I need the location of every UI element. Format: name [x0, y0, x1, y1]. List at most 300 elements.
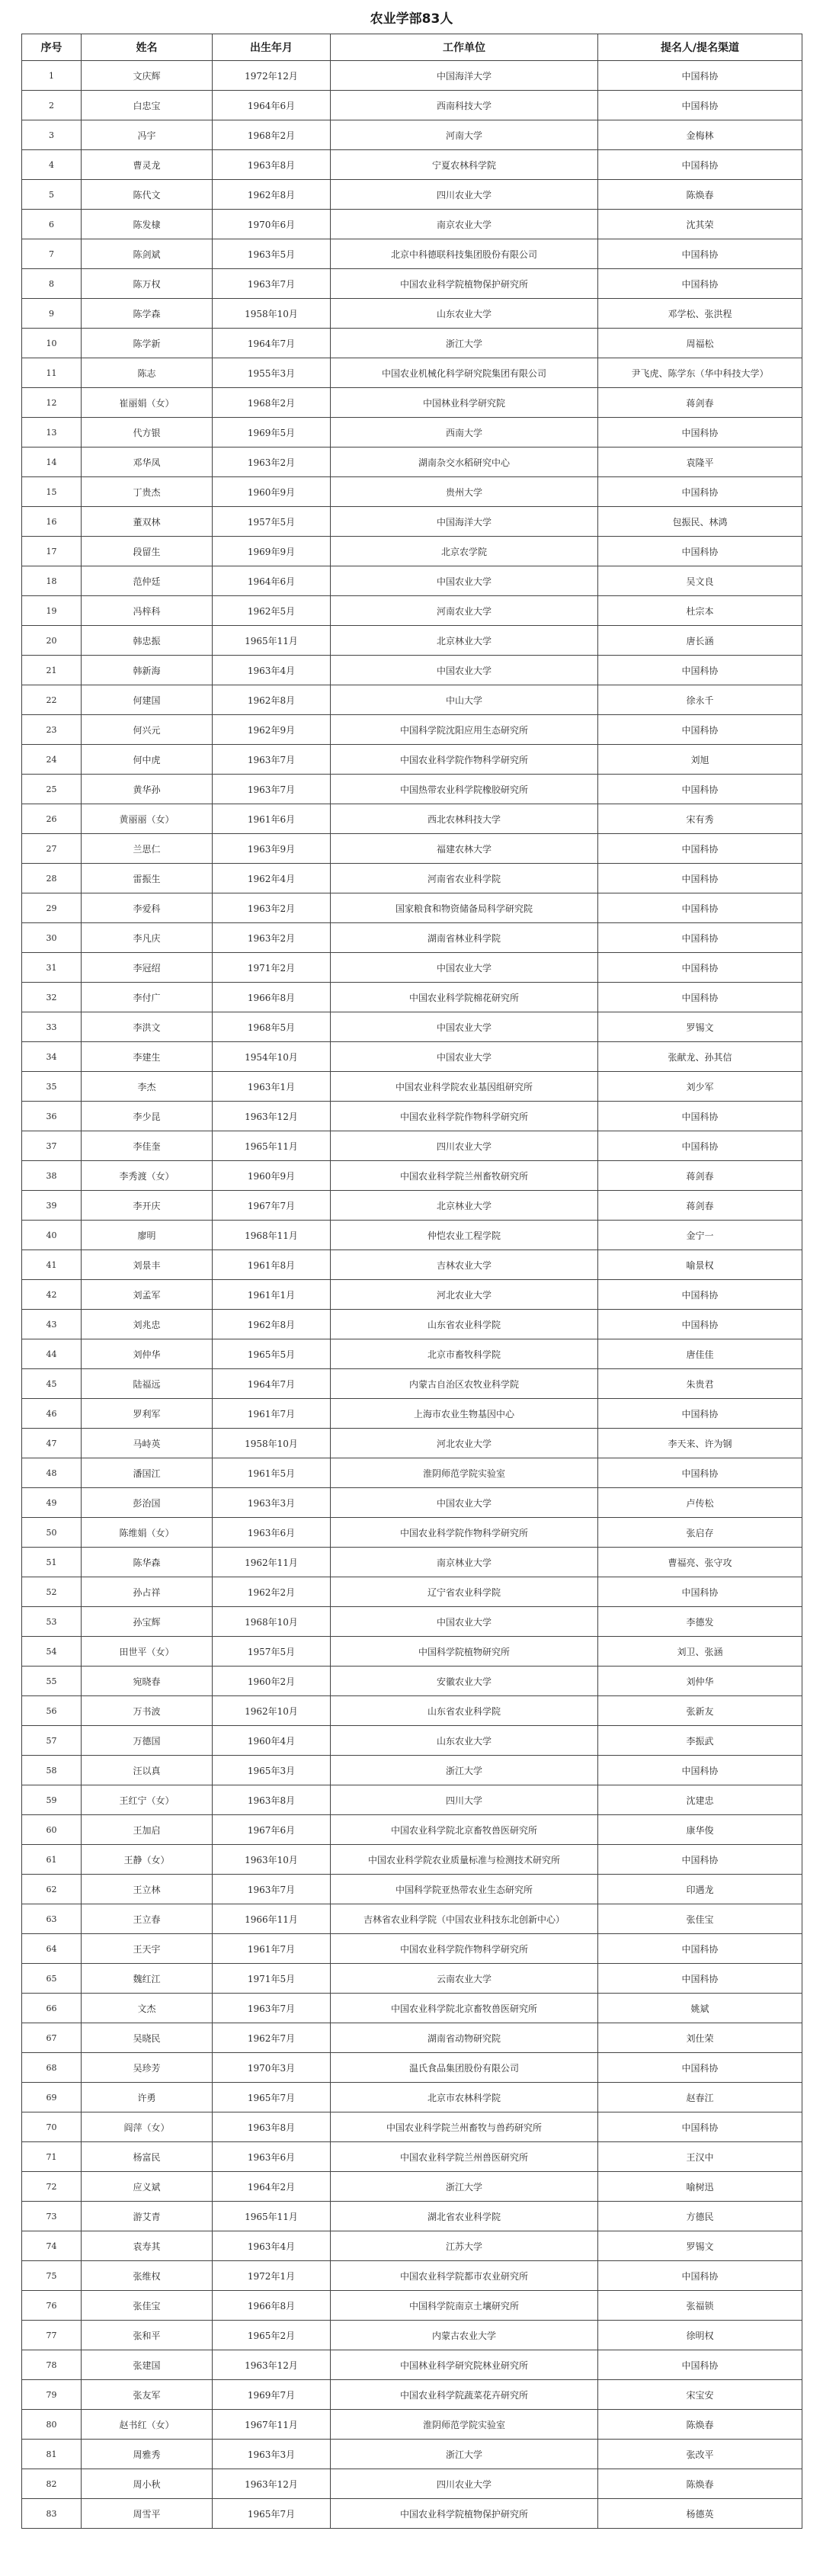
cell-name: 文杰	[82, 1994, 213, 2023]
cell-seq: 17	[22, 537, 82, 566]
cell-birth: 1967年6月	[213, 1815, 331, 1845]
table-row	[22, 1904, 802, 1934]
cell-nominator: 中国科协	[598, 2261, 802, 2291]
cell-seq: 40	[22, 1221, 82, 1250]
table-row	[22, 239, 802, 269]
cell-nominator: 吴文良	[598, 566, 802, 596]
cell-seq: 75	[22, 2261, 82, 2291]
cell-workplace: 北京林业大学	[331, 626, 598, 656]
table-row	[22, 1607, 802, 1637]
cell-seq: 48	[22, 1458, 82, 1488]
cell-nominator: 中国科协	[598, 1577, 802, 1607]
table-row	[22, 1964, 802, 1994]
table-row	[22, 596, 802, 626]
cell-seq: 47	[22, 1429, 82, 1458]
cell-birth: 1963年8月	[213, 1785, 331, 1815]
cell-seq: 2	[22, 91, 82, 120]
cell-seq: 62	[22, 1875, 82, 1904]
table-row	[22, 566, 802, 596]
cell-name: 刘孟军	[82, 1280, 213, 1310]
cell-nominator: 康华俊	[598, 1815, 802, 1845]
cell-seq: 50	[22, 1518, 82, 1548]
cell-nominator: 唐长涵	[598, 626, 802, 656]
cell-workplace: 北京市农林科学院	[331, 2083, 598, 2112]
cell-birth: 1962年2月	[213, 1577, 331, 1607]
cell-name: 王加启	[82, 1815, 213, 1845]
cell-birth: 1967年7月	[213, 1191, 331, 1221]
cell-nominator: 包振民、林鸿	[598, 507, 802, 537]
cell-nominator: 中国科协	[598, 1458, 802, 1488]
cell-seq: 1	[22, 61, 82, 91]
cell-name: 陆福远	[82, 1369, 213, 1399]
cell-nominator: 陈焕春	[598, 180, 802, 210]
cell-workplace: 福建农林大学	[331, 834, 598, 864]
cell-nominator: 中国科协	[598, 1131, 802, 1161]
cell-nominator: 沈其荣	[598, 210, 802, 239]
cell-seq: 77	[22, 2321, 82, 2350]
cell-workplace: 河北农业大学	[331, 1280, 598, 1310]
cell-name: 马峙英	[82, 1429, 213, 1458]
cell-birth: 1963年7月	[213, 1994, 331, 2023]
cell-nominator: 袁隆平	[598, 448, 802, 477]
cell-seq: 46	[22, 1399, 82, 1429]
cell-birth: 1961年1月	[213, 1280, 331, 1310]
table-row	[22, 775, 802, 804]
cell-nominator: 姚斌	[598, 1994, 802, 2023]
cell-name: 张和平	[82, 2321, 213, 2350]
cell-seq: 30	[22, 923, 82, 953]
cell-nominator: 刘仲华	[598, 1667, 802, 1696]
cell-seq: 42	[22, 1280, 82, 1310]
cell-name: 刘兆忠	[82, 1310, 213, 1339]
cell-workplace: 中山大学	[331, 685, 598, 715]
cell-workplace: 中国农业大学	[331, 1607, 598, 1637]
cell-birth: 1962年11月	[213, 1548, 331, 1577]
cell-name: 周雅秀	[82, 2440, 213, 2469]
cell-nominator: 中国科协	[598, 91, 802, 120]
cell-birth: 1963年3月	[213, 1488, 331, 1518]
cell-workplace: 中国科学院亚热带农业生态研究所	[331, 1875, 598, 1904]
cell-nominator: 中国科协	[598, 834, 802, 864]
cell-seq: 53	[22, 1607, 82, 1637]
cell-seq: 41	[22, 1250, 82, 1280]
cell-nominator: 中国科协	[598, 864, 802, 893]
cell-workplace: 浙江大学	[331, 1756, 598, 1785]
cell-birth: 1962年9月	[213, 715, 331, 745]
table-row	[22, 1696, 802, 1726]
cell-workplace: 中国农业大学	[331, 1488, 598, 1518]
cell-workplace: 中国农业科学院兰州兽医研究所	[331, 2142, 598, 2172]
cell-birth: 1968年2月	[213, 120, 331, 150]
cell-nominator: 宋有秀	[598, 804, 802, 834]
cell-seq: 60	[22, 1815, 82, 1845]
cell-workplace: 云南农业大学	[331, 1964, 598, 1994]
cell-seq: 74	[22, 2231, 82, 2261]
cell-birth: 1964年7月	[213, 329, 331, 358]
cell-birth: 1960年9月	[213, 477, 331, 507]
cell-birth: 1972年12月	[213, 61, 331, 91]
cell-workplace: 中国农业科学院农业基因组研究所	[331, 1072, 598, 1102]
cell-name: 刘景丰	[82, 1250, 213, 1280]
cell-name: 刘仲华	[82, 1339, 213, 1369]
cell-nominator: 中国科协	[598, 923, 802, 953]
table-row	[22, 1012, 802, 1042]
cell-nominator: 赵春江	[598, 2083, 802, 2112]
cell-birth: 1963年9月	[213, 834, 331, 864]
cell-seq: 28	[22, 864, 82, 893]
cell-name: 李冠绍	[82, 953, 213, 983]
cell-seq: 58	[22, 1756, 82, 1785]
cell-name: 何中虎	[82, 745, 213, 775]
table-row	[22, 2053, 802, 2083]
cell-seq: 4	[22, 150, 82, 180]
cell-name: 王红宁（女）	[82, 1785, 213, 1815]
table-row	[22, 1310, 802, 1339]
cell-nominator: 张福锁	[598, 2291, 802, 2321]
cell-seq: 36	[22, 1102, 82, 1131]
cell-name: 陈学森	[82, 299, 213, 329]
table-row	[22, 537, 802, 566]
cell-nominator: 邓学松、张洪程	[598, 299, 802, 329]
cell-workplace: 河南大学	[331, 120, 598, 150]
cell-workplace: 中国农业科学院北京畜牧兽医研究所	[331, 1815, 598, 1845]
table-row	[22, 299, 802, 329]
cell-workplace: 中国科学院南京土壤研究所	[331, 2291, 598, 2321]
cell-name: 李建生	[82, 1042, 213, 1072]
table-row	[22, 1726, 802, 1756]
cell-name: 魏红江	[82, 1964, 213, 1994]
cell-name: 陈万权	[82, 269, 213, 299]
cell-workplace: 中国农业科学院棉花研究所	[331, 983, 598, 1012]
cell-name: 黄丽丽（女）	[82, 804, 213, 834]
table-row	[22, 358, 802, 388]
cell-name: 李凡庆	[82, 923, 213, 953]
cell-seq: 56	[22, 1696, 82, 1726]
cell-workplace: 中国林业科学研究院林业研究所	[331, 2350, 598, 2380]
cell-birth: 1965年7月	[213, 2083, 331, 2112]
cell-name: 李洪文	[82, 1012, 213, 1042]
table-row	[22, 448, 802, 477]
cell-seq: 64	[22, 1934, 82, 1964]
cell-name: 韩忠振	[82, 626, 213, 656]
cell-nominator: 印遇龙	[598, 1875, 802, 1904]
cell-seq: 72	[22, 2172, 82, 2202]
cell-birth: 1961年7月	[213, 1399, 331, 1429]
cell-birth: 1963年2月	[213, 893, 331, 923]
cell-seq: 61	[22, 1845, 82, 1875]
table-row	[22, 329, 802, 358]
cell-birth: 1962年8月	[213, 1310, 331, 1339]
cell-workplace: 河南省农业科学院	[331, 864, 598, 893]
cell-birth: 1962年7月	[213, 2023, 331, 2053]
table-row	[22, 1934, 802, 1964]
cell-nominator: 中国科协	[598, 893, 802, 923]
cell-birth: 1958年10月	[213, 299, 331, 329]
table-row	[22, 834, 802, 864]
cell-name: 董双林	[82, 507, 213, 537]
cell-name: 宛晓春	[82, 1667, 213, 1696]
cell-seq: 81	[22, 2440, 82, 2469]
cell-seq: 68	[22, 2053, 82, 2083]
table-row	[22, 269, 802, 299]
cell-workplace: 中国农业科学院作物科学研究所	[331, 1518, 598, 1548]
cell-nominator: 徐永千	[598, 685, 802, 715]
cell-workplace: 湖南杂交水稻研究中心	[331, 448, 598, 477]
cell-birth: 1964年6月	[213, 566, 331, 596]
cell-nominator: 卢传松	[598, 1488, 802, 1518]
table-row	[22, 1191, 802, 1221]
cell-seq: 71	[22, 2142, 82, 2172]
cell-seq: 54	[22, 1637, 82, 1667]
cell-name: 何兴元	[82, 715, 213, 745]
cell-nominator: 王汉中	[598, 2142, 802, 2172]
cell-name: 李秀渡（女）	[82, 1161, 213, 1191]
cell-workplace: 中国林业科学研究院	[331, 388, 598, 418]
cell-nominator: 曹福亮、张守攻	[598, 1548, 802, 1577]
cell-birth: 1969年9月	[213, 537, 331, 566]
table-row	[22, 1369, 802, 1399]
cell-seq: 59	[22, 1785, 82, 1815]
table-row	[22, 418, 802, 448]
cell-workplace: 中国科学院沈阳应用生态研究所	[331, 715, 598, 745]
cell-seq: 11	[22, 358, 82, 388]
table-row	[22, 2469, 802, 2499]
cell-workplace: 浙江大学	[331, 2172, 598, 2202]
cell-name: 段留生	[82, 537, 213, 566]
cell-workplace: 西南大学	[331, 418, 598, 448]
cell-seq: 21	[22, 656, 82, 685]
cell-seq: 3	[22, 120, 82, 150]
cell-seq: 57	[22, 1726, 82, 1756]
cell-birth: 1961年7月	[213, 1934, 331, 1964]
cell-workplace: 北京林业大学	[331, 1191, 598, 1221]
table-row	[22, 1845, 802, 1875]
cell-nominator: 刘卫、张涵	[598, 1637, 802, 1667]
cell-birth: 1960年9月	[213, 1161, 331, 1191]
cell-name: 文庆辉	[82, 61, 213, 91]
cell-seq: 78	[22, 2350, 82, 2380]
cell-name: 彭治国	[82, 1488, 213, 1518]
table-row	[22, 1667, 802, 1696]
cell-nominator: 刘仕荣	[598, 2023, 802, 2053]
cell-seq: 33	[22, 1012, 82, 1042]
cell-seq: 16	[22, 507, 82, 537]
cell-seq: 22	[22, 685, 82, 715]
cell-birth: 1968年11月	[213, 1221, 331, 1250]
cell-nominator: 周福松	[598, 329, 802, 358]
cell-name: 王立春	[82, 1904, 213, 1934]
cell-name: 阎萍（女）	[82, 2112, 213, 2142]
cell-nominator: 中国科协	[598, 269, 802, 299]
cell-workplace: 中国海洋大学	[331, 61, 598, 91]
cell-name: 潘国江	[82, 1458, 213, 1488]
cell-birth: 1969年7月	[213, 2380, 331, 2410]
cell-nominator: 李天来、许为钢	[598, 1429, 802, 1458]
cell-workplace: 山东农业大学	[331, 299, 598, 329]
cell-workplace: 湖南省林业科学院	[331, 923, 598, 953]
table-row	[22, 923, 802, 953]
table-row	[22, 953, 802, 983]
cell-name: 陈华森	[82, 1548, 213, 1577]
cell-workplace: 中国农业大学	[331, 566, 598, 596]
cell-nominator: 中国科协	[598, 775, 802, 804]
cell-workplace: 江苏大学	[331, 2231, 598, 2261]
cell-name: 吴珍芳	[82, 2053, 213, 2083]
cell-birth: 1963年4月	[213, 2231, 331, 2261]
cell-seq: 19	[22, 596, 82, 626]
table-row	[22, 2440, 802, 2469]
cell-nominator: 杜宗本	[598, 596, 802, 626]
cell-nominator: 蒋剑春	[598, 1191, 802, 1221]
cell-seq: 5	[22, 180, 82, 210]
cell-birth: 1963年2月	[213, 448, 331, 477]
cell-seq: 8	[22, 269, 82, 299]
cell-seq: 24	[22, 745, 82, 775]
cell-nominator: 中国科协	[598, 715, 802, 745]
cell-workplace: 中国农业科学院兰州畜牧研究所	[331, 1161, 598, 1191]
cell-birth: 1968年2月	[213, 388, 331, 418]
cell-birth: 1963年3月	[213, 2440, 331, 2469]
table-row	[22, 1042, 802, 1072]
cell-seq: 25	[22, 775, 82, 804]
cell-workplace: 南京农业大学	[331, 210, 598, 239]
cell-name: 张建国	[82, 2350, 213, 2380]
cell-workplace: 中国农业大学	[331, 953, 598, 983]
cell-workplace: 内蒙古自治区农牧业科学院	[331, 1369, 598, 1399]
cell-nominator: 沈建忠	[598, 1785, 802, 1815]
cell-workplace: 湖南省动物研究院	[331, 2023, 598, 2053]
cell-name: 张佳宝	[82, 2291, 213, 2321]
cell-nominator: 张佳宝	[598, 1904, 802, 1934]
cell-nominator: 中国科协	[598, 1845, 802, 1875]
cell-name: 王静（女）	[82, 1845, 213, 1875]
cell-birth: 1965年7月	[213, 2499, 331, 2529]
cell-nominator: 刘旭	[598, 745, 802, 775]
table-row	[22, 2112, 802, 2142]
cell-birth: 1971年2月	[213, 953, 331, 983]
cell-seq: 39	[22, 1191, 82, 1221]
cell-workplace: 山东农业大学	[331, 1726, 598, 1756]
cell-birth: 1963年10月	[213, 1845, 331, 1875]
cell-seq: 37	[22, 1131, 82, 1161]
cell-seq: 18	[22, 566, 82, 596]
table-row	[22, 2172, 802, 2202]
header-name: 姓名	[82, 34, 213, 61]
cell-nominator: 中国科协	[598, 1756, 802, 1785]
cell-workplace: 国家粮食和物资储备局科学研究院	[331, 893, 598, 923]
cell-name: 孙占祥	[82, 1577, 213, 1607]
cell-seq: 38	[22, 1161, 82, 1191]
table-row	[22, 150, 802, 180]
cell-workplace: 安徽农业大学	[331, 1667, 598, 1696]
cell-workplace: 淮阴师范学院实验室	[331, 2410, 598, 2440]
cell-seq: 82	[22, 2469, 82, 2499]
cell-birth: 1968年5月	[213, 1012, 331, 1042]
cell-workplace: 南京林业大学	[331, 1548, 598, 1577]
cell-nominator: 中国科协	[598, 61, 802, 91]
table-row	[22, 1577, 802, 1607]
cell-seq: 69	[22, 2083, 82, 2112]
cell-birth: 1960年4月	[213, 1726, 331, 1756]
cell-workplace: 西北农林科技大学	[331, 804, 598, 834]
cell-name: 兰思仁	[82, 834, 213, 864]
cell-name: 雷振生	[82, 864, 213, 893]
cell-nominator: 罗锡文	[598, 2231, 802, 2261]
table-row	[22, 1429, 802, 1458]
cell-workplace: 内蒙古农业大学	[331, 2321, 598, 2350]
cell-nominator: 中国科协	[598, 418, 802, 448]
cell-seq: 34	[22, 1042, 82, 1072]
cell-birth: 1963年8月	[213, 2112, 331, 2142]
cell-workplace: 中国热带农业科学院橡胶研究所	[331, 775, 598, 804]
table-row	[22, 2142, 802, 2172]
cell-nominator: 中国科协	[598, 1964, 802, 1994]
cell-birth: 1955年3月	[213, 358, 331, 388]
table-row	[22, 180, 802, 210]
cell-name: 罗利军	[82, 1399, 213, 1429]
cell-birth: 1961年5月	[213, 1458, 331, 1488]
cell-name: 陈学新	[82, 329, 213, 358]
cell-name: 孙宝辉	[82, 1607, 213, 1637]
cell-seq: 49	[22, 1488, 82, 1518]
cell-name: 黄华孙	[82, 775, 213, 804]
cell-birth: 1966年8月	[213, 2291, 331, 2321]
table-row	[22, 1756, 802, 1785]
cell-seq: 10	[22, 329, 82, 358]
table-row	[22, 1399, 802, 1429]
cell-nominator: 陈焕春	[598, 2410, 802, 2440]
cell-name: 丁贵杰	[82, 477, 213, 507]
table-row	[22, 1875, 802, 1904]
cell-birth: 1966年8月	[213, 983, 331, 1012]
table-row	[22, 2321, 802, 2350]
header-seq: 序号	[22, 34, 82, 61]
cell-seq: 12	[22, 388, 82, 418]
table-row	[22, 210, 802, 239]
cell-birth: 1960年2月	[213, 1667, 331, 1696]
cell-workplace: 中国农业科学院作物科学研究所	[331, 1934, 598, 1964]
cell-birth: 1962年5月	[213, 596, 331, 626]
cell-workplace: 宁夏农林科学院	[331, 150, 598, 180]
cell-workplace: 西南科技大学	[331, 91, 598, 120]
cell-birth: 1962年4月	[213, 864, 331, 893]
cell-workplace: 辽宁省农业科学院	[331, 1577, 598, 1607]
cell-birth: 1964年6月	[213, 91, 331, 120]
cell-workplace: 淮阴师范学院实验室	[331, 1458, 598, 1488]
cell-workplace: 中国农业大学	[331, 1012, 598, 1042]
cell-birth: 1968年10月	[213, 1607, 331, 1637]
table-row	[22, 388, 802, 418]
cell-workplace: 中国海洋大学	[331, 507, 598, 537]
cell-nominator: 张启存	[598, 1518, 802, 1548]
cell-name: 李佳奎	[82, 1131, 213, 1161]
cell-name: 范仲廷	[82, 566, 213, 596]
cell-name: 袁寿其	[82, 2231, 213, 2261]
cell-nominator: 中国科协	[598, 1934, 802, 1964]
cell-workplace: 四川农业大学	[331, 1131, 598, 1161]
cell-name: 王立林	[82, 1875, 213, 1904]
cell-birth: 1963年7月	[213, 269, 331, 299]
table-row	[22, 1221, 802, 1250]
header-workplace: 工作单位	[331, 34, 598, 61]
cell-name: 李杰	[82, 1072, 213, 1102]
cell-birth: 1965年5月	[213, 1339, 331, 1369]
cell-nominator: 喻景权	[598, 1250, 802, 1280]
table-row	[22, 2291, 802, 2321]
cell-seq: 79	[22, 2380, 82, 2410]
cell-seq: 44	[22, 1339, 82, 1369]
cell-birth: 1966年11月	[213, 1904, 331, 1934]
